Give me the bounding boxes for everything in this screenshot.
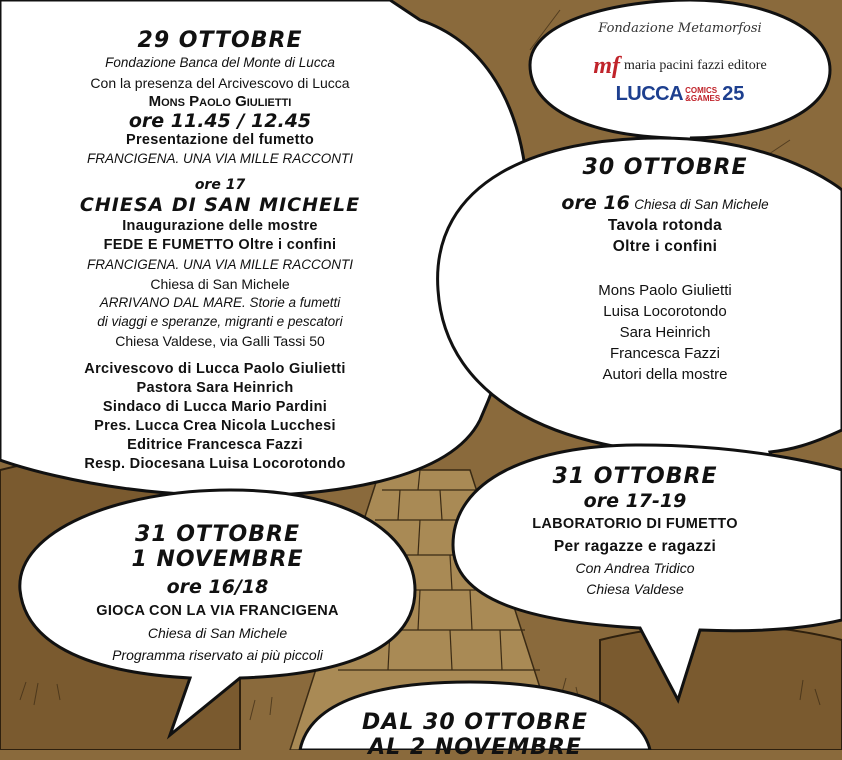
bubble3-line1: Con Andrea Tridico: [575, 560, 695, 576]
bubble1-time1: ore 11.45 / 12.45: [128, 110, 312, 132]
bubble1-line5: FRANCIGENA. UNA VIA MILLE RACCONTI: [86, 151, 354, 166]
bubble4-date1: 31 OTTOBRE: [135, 522, 300, 547]
bubble1-line9: Chiesa di San Michele: [150, 276, 290, 292]
guest-item: Sindaco di Lucca Mario Pardini: [102, 399, 328, 415]
bubble2-name: Autori della mostre: [602, 366, 728, 383]
bubble4-ore: ore 16/18: [166, 576, 269, 598]
bubble1-line1: Fondazione Banca del Monte di Lucca: [105, 55, 335, 70]
bubble1-line12: Chiesa Valdese, via Galli Tassi 50: [115, 333, 325, 349]
bubble3-ore: ore 17-19: [583, 490, 687, 512]
fondazione-metamorfosi-logo: Fondazione Metamorfosi: [598, 21, 762, 36]
bubble5-date1: DAL 30 OTTOBRE: [362, 710, 588, 735]
bubble1-place: CHIESA DI SAN MICHELE: [79, 194, 361, 216]
guest-item: Pres. Lucca Crea Nicola Lucchesi: [94, 418, 336, 434]
bubble2-title2: Oltre i confini: [612, 238, 718, 255]
bubble5-date2: AL 2 NOVEMBRE: [368, 735, 582, 760]
bubble3-title1: LABORATORIO DI FUMETTO: [532, 516, 738, 532]
bubble2-date: 30 OTTOBRE: [582, 155, 748, 180]
publisher-logo: mf maria pacini fazzi editore: [593, 53, 767, 79]
bubble1-date: 29 OTTOBRE: [137, 28, 303, 53]
guest-item: Arcivescovo di Lucca Paolo Giulietti: [84, 361, 346, 377]
bubble4-date2: 1 NOVEMBRE: [131, 547, 304, 572]
bubble1-ore: ore 17: [194, 177, 246, 193]
bubble1-line8: FRANCIGENA. UNA VIA MILLE RACCONTI: [86, 257, 354, 272]
bubble1-line3: Mons Paolo Giulietti: [148, 93, 292, 110]
guest-item: Resp. Diocesana Luisa Locorotondo: [84, 456, 346, 472]
bubble1-line6: Inaugurazione delle mostre: [122, 218, 318, 234]
publisher-mark: mf: [593, 53, 621, 79]
lucca-comics-logo: LUCCA COMICS &GAMES 25: [615, 83, 745, 105]
bubble2-title1: Tavola rotonda: [607, 217, 723, 234]
bubble3-line2: Chiesa Valdese: [586, 581, 684, 597]
bubble2-name: Sara Heinrich: [619, 324, 711, 341]
bubble1-line4: Presentazione del fumetto: [126, 132, 314, 148]
bubble1-line10: ARRIVANO DAL MARE. Storie a fumetti: [99, 295, 341, 310]
bubble2-name: Luisa Locorotondo: [603, 303, 727, 320]
bubble1-line7: FEDE E FUMETTO Oltre i confini: [103, 237, 337, 253]
guest-item: Pastora Sara Heinrich: [136, 380, 294, 396]
bubble3-title2: Per ragazze e ragazzi: [553, 538, 717, 555]
bubble2-name: Francesca Fazzi: [609, 345, 721, 362]
bubble3-date: 31 OTTOBRE: [552, 464, 718, 489]
bubble4-title: GIOCA CON LA VIA FRANCIGENA: [96, 603, 339, 619]
bubble4-line2: Programma riservato ai più piccoli: [112, 647, 323, 663]
guest-item: Editrice Francesca Fazzi: [127, 437, 303, 453]
bubble1-line2: Con la presenza del Arcivescovo di Lucca: [90, 75, 350, 91]
bubble2-time-place: ore 16 Chiesa di San Michele: [561, 192, 769, 214]
bubble4-line1: Chiesa di San Michele: [147, 625, 288, 641]
bubble2-name: Mons Paolo Giulietti: [598, 282, 732, 299]
bubble1-line11: di viaggi e speranze, migranti e pescatori: [97, 314, 343, 329]
